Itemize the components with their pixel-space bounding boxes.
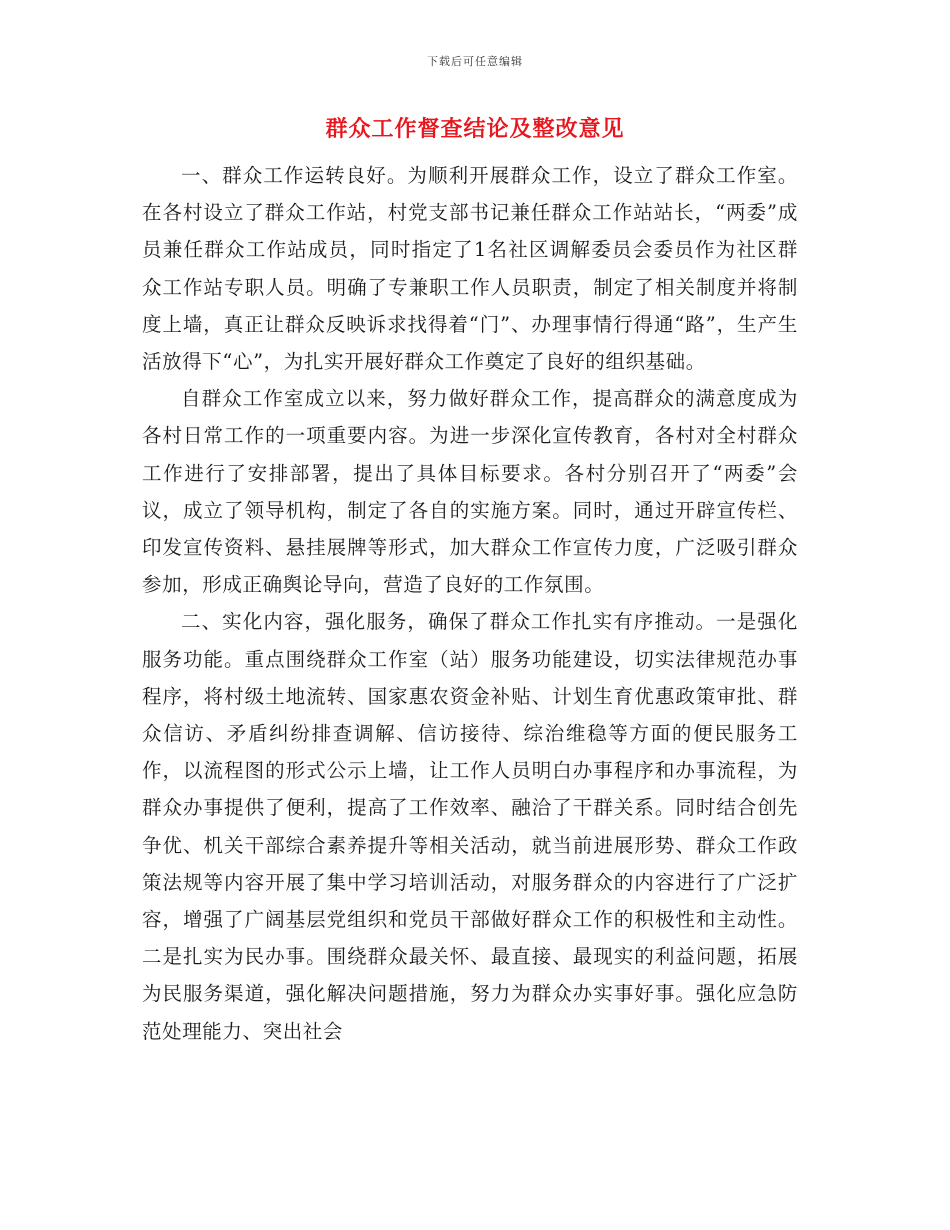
paragraph-1: 一、群众工作运转良好。为顺利开展群众工作，设立了群众工作室。在各村设立了群众工作站，村党支部书记兼任群众工作站站长，“两委”成员兼任群众工作站成员，同时指定了1名社区调解委员会委员作为社区群众工作站专职人员。明确了专兼职工作人员职责，制定了相关制度并将制度上墙，真正让群众反映诉求找得着“门”、办理事情行得通“路”，生产生活放得下“心”，为扎实开展好群众工作奠定了良好的组织基础。 xyxy=(142,164,798,374)
paragraph-3: 二、实化内容，强化服务，确保了群众工作扎实有序推动。一是强化服务功能。重点围绕群众工作室（站）服务功能建设，切实法律规范办事程序，将村级土地流转、国家惠农资金补贴、计划生育优惠政策审批、群众信访、矛盾纠纷排查调解、信访接待、综治维稳等方面的便民服务工作，以流程图的形式公示上墙，让工作人员明白办事程序和办事流程，为群众办事提供了便利，提高了工作效率、融洽了干群关系。同时结合创先争优、机关干部综合素养提升等相关活动，就当前进展形势、群众工作政策法规等内容开展了集中学习培训活动，对服务群众的内容进行了广泛扩容，增强了广阔基层党组织和党员干部做好群众工作的积极性和主动性。二是扎实为民办事。围绕群众最关怀、最直接、最现实的利益问题，拓展为民服务渠道，强化解决问题措施，努力为群众办实事好事。强化应急防范处理能力、突出社会 xyxy=(142,610,798,1043)
document-title: 群众工作督查结论及整改意见 xyxy=(325,116,625,142)
header-note: 下载后可任意编辑 xyxy=(427,55,523,68)
paragraph-2: 自群众工作室成立以来，努力做好群众工作，提高群众的满意度成为各村日常工作的一项重要内容。为进一步深化宣传教育，各村对全村群众工作进行了安排部署，提出了具体目标要求。各村分别召开了“两委”会议，成立了领导机构，制定了各自的实施方案。同时，通过开辟宣传栏、印发宣传资料、悬挂展牌等形式，加大群众工作宣传力度，广泛吸引群众参加，形成正确舆论导向，营造了良好的工作氛围。 xyxy=(142,387,798,597)
document-body xyxy=(142,157,798,1050)
